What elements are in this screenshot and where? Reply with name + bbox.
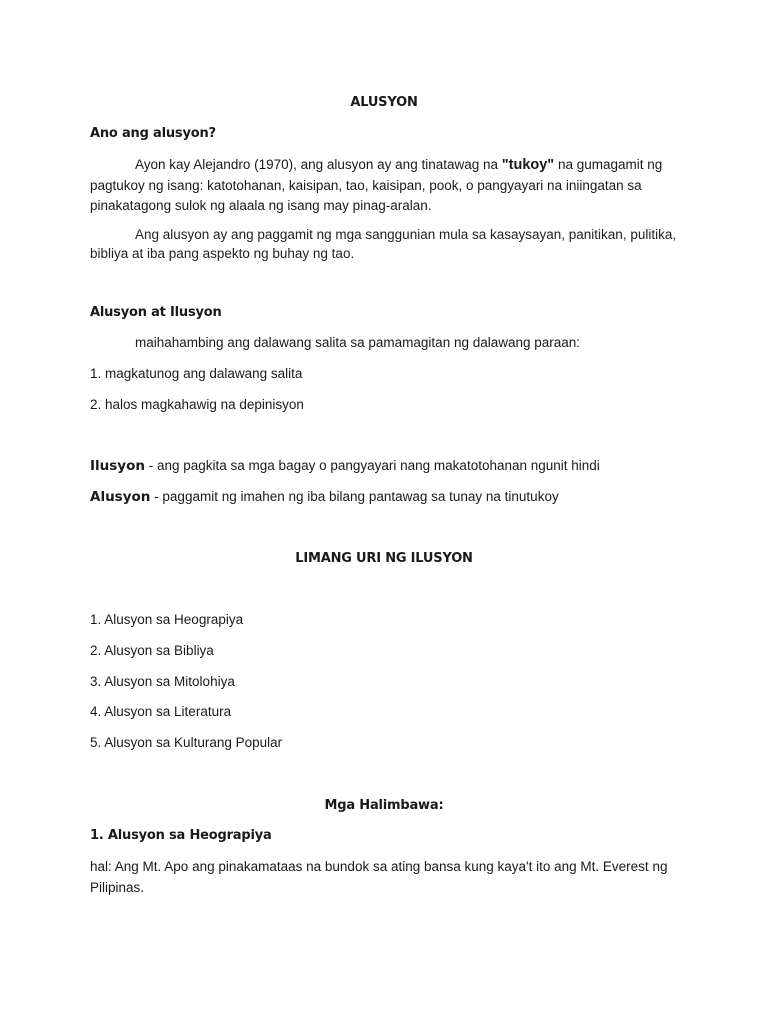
paragraph-definition-alejandro [90,155,690,217]
section-heading-ano-ang-alusyon: Ano ang alusyon? [90,126,216,141]
section-heading-alusyon-at-ilusyon: Alusyon at Ilusyon [90,305,222,320]
quoted-term-tukoy: "tukoy" [501,157,555,173]
example-paragraph: hal: Ang Mt. Apo ang pinakamataas na bundok sa ating bansa kung kaya't ito ang Mt. Everest ng Pilipinas. [90,859,668,895]
list-item: 2. halos magkahawig na depinisyon [90,397,304,412]
list-item: 1. magkatunog ang dalawang salita [90,366,303,381]
list-item: 4. Alusyon sa Literatura [90,704,232,719]
paragraph-text-after: na gumagamit ng pagtukoy ng isang: katotohanan, kaisipan, tao, kaisipan, pook, o pangyayari na iniingatan sa pinakatagong sulok ng alaala ng isang may pinag-aralan. [90,157,663,213]
list-item: 2. Alusyon sa Bibliya [90,643,214,658]
definition-term: Ilusyon [90,458,145,474]
list-item: 1. Alusyon sa Heograpiya [90,612,244,627]
definition-ilusyon [90,456,690,477]
comparison-intro-text: maihahambing ang dalawang salita sa pamamagitan ng dalawang paraan: [135,335,581,350]
definition-term: Alusyon [90,489,151,505]
paragraph-text-before: Ayon kay Alejandro (1970), ang alusyon ay ang tinatawag na [135,157,502,172]
document-title: ALUSYON [350,95,418,110]
list-item: 3. Alusyon sa Mitolohiya [90,674,235,689]
list-item: 5. Alusyon sa Kulturang Popular [90,735,283,750]
definition-text: - paggamit ng imahen ng iba bilang pantawag sa tunay na tinutukoy [150,489,559,504]
section-heading-limang-uri: LIMANG URI NG ILUSYON [295,551,473,566]
section-heading-mga-halimbawa: Mga Halimbawa: [324,798,444,813]
definition-text: - ang pagkita sa mga bagay o pangyayari nang makatotohanan ngunit hindi [144,458,600,473]
definition-alusyon [90,487,690,508]
paragraph-definition-sanggunian: Ang alusyon ay ang paggamit ng mga sanggunian mula sa kasaysayan, panitikan, pulitika, bibliya at iba pang aspekto ng buhay ng tao. [90,227,677,261]
subheading-alusyon-sa-heograpiya: 1. Alusyon sa Heograpiya [90,828,272,843]
